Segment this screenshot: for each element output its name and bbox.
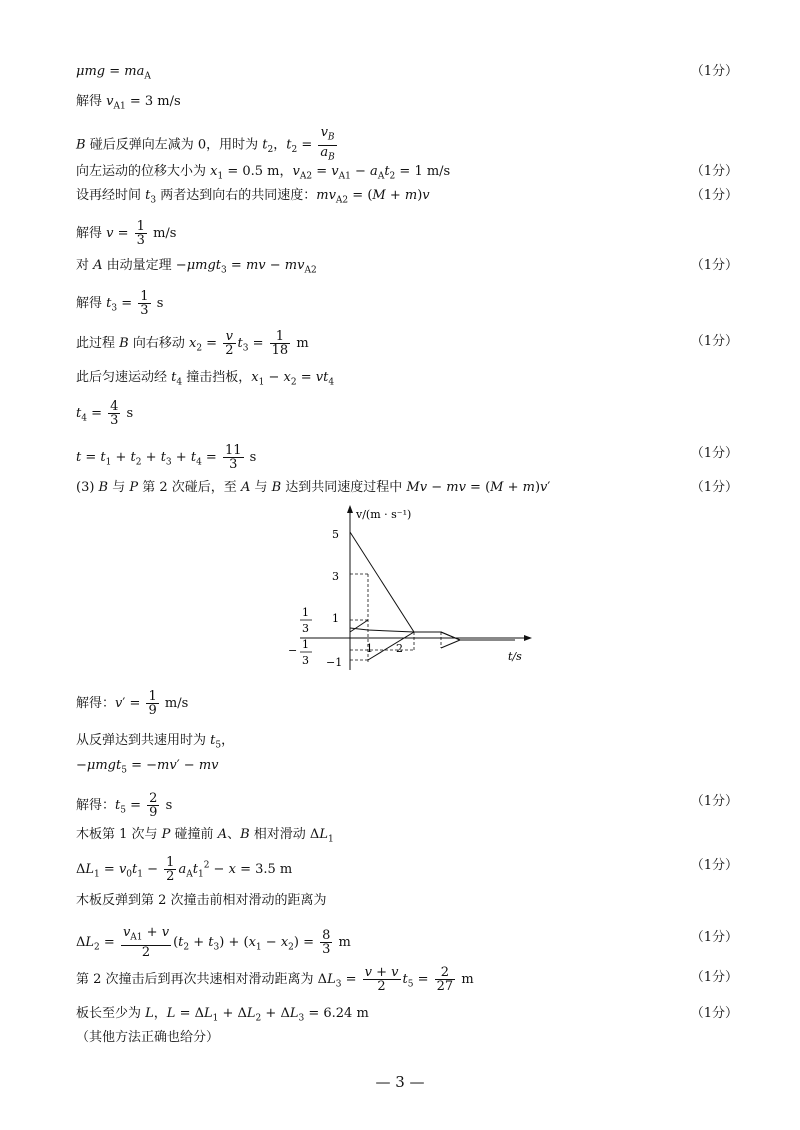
y-tick-neg-third-sign: − [288, 644, 298, 657]
line-a-velocity [350, 532, 515, 640]
momentum-theorem: 对 A 由动量定理 −μmgt$_3$ = mv − $mv_{A2}$ [76, 258, 317, 276]
x-tick-2: 2 [396, 642, 403, 655]
total-time: $t = t_1 + t_2 + t_3 + t_4$ = $\frac{11}{3}$ s [76, 443, 257, 472]
y-tick-neg-third-num: 1 [302, 638, 309, 651]
page-number: — 3 — [375, 1073, 425, 1091]
y-tick-pos-third-den: 3 [302, 622, 309, 635]
other-methods-note: （其他方法正确也给分） [76, 1030, 220, 1045]
solve-t5: 解得：$t_5$ = $\frac{2}{9}$ s [76, 791, 173, 820]
velocity-time-graph [280, 502, 540, 672]
solve-va1: 解得 $v_{A1} = 3$ m/s [76, 94, 181, 112]
y-tick-5: 5 [332, 528, 339, 541]
y-tick-neg-third-den: 3 [302, 654, 309, 667]
line-b-second-rebound [441, 640, 460, 648]
solve-t4: $t_4$ = $\frac{4}{3}$ s [76, 399, 134, 428]
first-collision-slide: 木板第 1 次与 P 碰撞前 A、B 相对滑动 $\Delta L_1$ [76, 827, 334, 845]
score: （1分） [690, 258, 738, 273]
solve-v: 解得 v = $\frac{1}{3}$ m/s [76, 219, 177, 248]
y-tick-neg1: −1 [326, 656, 343, 669]
score: （1分） [690, 858, 738, 873]
score: （1分） [690, 164, 738, 179]
score: （1分） [690, 64, 738, 79]
y-tick-3: 3 [332, 570, 339, 583]
part-3-heading: (3) B 与 P 第 2 次碰后，至 A 与 B 达到共同速度过程中 Mv − mv = (M + m)v′ [76, 480, 551, 495]
solve-v-prime: 解得：v′ = $\frac{1}{9}$ m/s [76, 689, 189, 718]
score: （1分） [690, 334, 738, 349]
uniform-motion: 此后匀速运动经 $t_4$ 撞击挡板，$x_1 - x_2 = vt_4$ [76, 370, 335, 388]
rebound-time-t5: 从反弹达到共速用时为 $t_5$， [76, 733, 235, 751]
y-axis-arrow [347, 505, 353, 513]
rebound-slide-text: 木板反弹到第 2 次撞击前相对滑动的距离为 [76, 893, 327, 908]
y-tick-1: 1 [332, 612, 339, 625]
eq-mumg: $\mu mg = ma_A$ [76, 64, 151, 82]
delta-l1: $\Delta L_1 = v_0t_1$ − $\frac{1}{2}$ $a_At_1^2 - x = 3.5$ m [76, 855, 293, 884]
y-axis-label: v/(m · s⁻¹) [356, 508, 412, 521]
x-axis-arrow [524, 635, 532, 641]
line-b-rebound [368, 632, 414, 660]
displacement-x1: 向左运动的位移大小为 $x_1 = 0.5$ m，$v_{A2} = v_{A1} - a_At_2 = 1$ m/s [76, 164, 451, 182]
score: （1分） [690, 794, 738, 809]
board-length: 板长至少为 L，$L = \Delta L_1 + \Delta L_2 + \Delta L_3 = 6.24$ m [76, 1006, 369, 1024]
b-rebound: B 碰后反弹向左减为 0，用时为 $t_2$，$t_2$ = $\frac{v_B}{a_B}$ [76, 125, 335, 163]
solve-t3: 解得 $t_3$ = $\frac{1}{3}$ s [76, 289, 164, 318]
score: （1分） [690, 480, 738, 495]
common-velocity: 设再经时间 $t_3$ 两者达到向右的共同速度：$mv_{A2} = (M + m)v$ [76, 188, 430, 206]
score: （1分） [690, 188, 738, 203]
score: （1分） [690, 970, 738, 985]
b-move-x2: 此过程 B 向右移动 $x_2$ = $\frac{v}{2}$ $t_3$ = $\frac{1}{18}$ m [76, 329, 309, 358]
delta-l2: $\Delta L_2$ = $\frac{v_{A1} + v}{2}$ $(t_2 + t_3) + (x_1 - x_2)$ = $\frac{8}{3}$ m [76, 925, 351, 960]
delta-l3: 第 2 次撞击后到再次共速相对滑动距离为 $\Delta L_3$ = $\frac{v + v}{2}$ $t_5$ = $\frac{2}{27}$ m [76, 965, 474, 994]
x-axis-label: t/s [508, 650, 522, 663]
line-b-second [441, 632, 460, 640]
eq-t5: −μmgt$_5$ = −mv′ − mv [76, 758, 219, 776]
score: （1分） [690, 930, 738, 945]
y-tick-pos-third-num: 1 [302, 606, 309, 619]
line-a-slow [350, 628, 414, 632]
score: （1分） [690, 446, 738, 461]
x-tick-1: 1 [366, 642, 373, 655]
score: （1分） [690, 1006, 738, 1021]
